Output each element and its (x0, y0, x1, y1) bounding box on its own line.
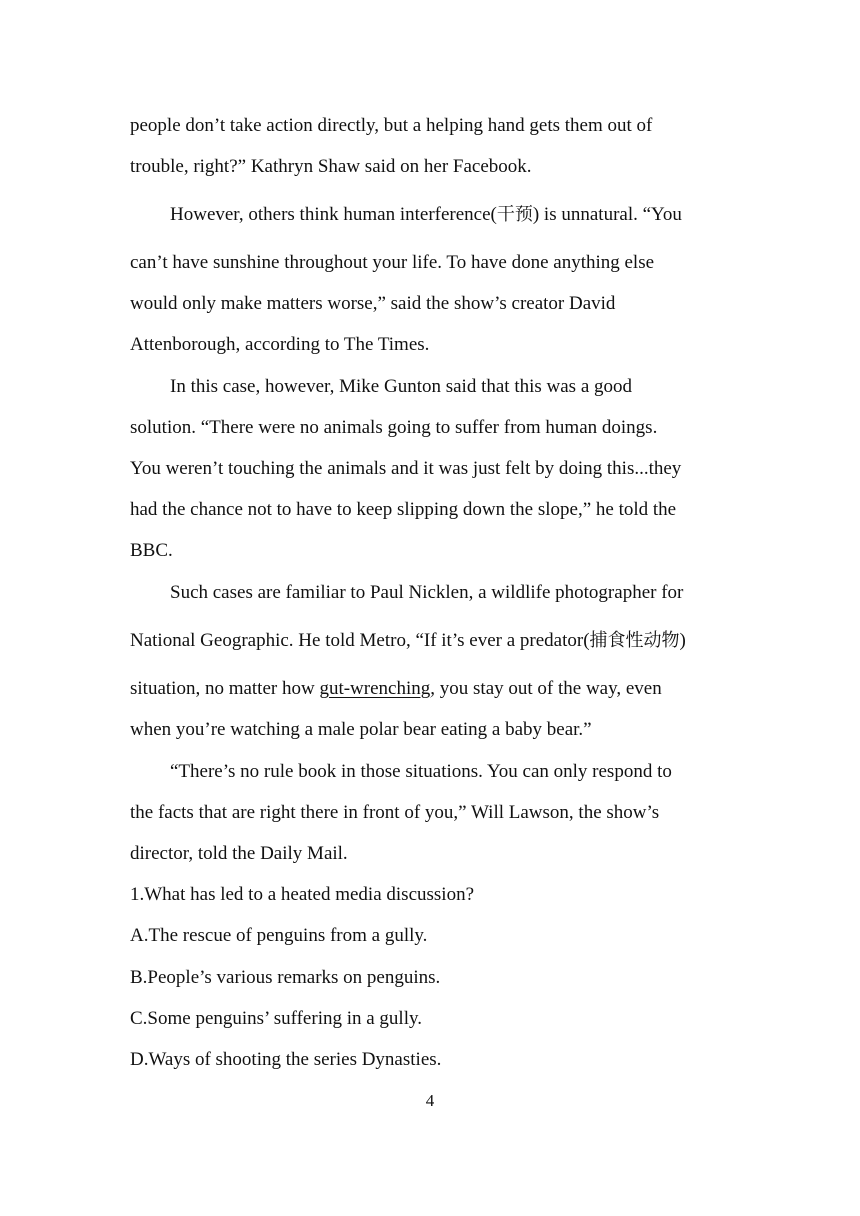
text-run: trouble, right?” Kathryn Shaw said on her Facebook. (130, 156, 532, 177)
text-run: situation, no matter how (130, 678, 320, 699)
answer-option-b: B.People’s various remarks on penguins. (130, 967, 441, 988)
text-run: solution. “There were no animals going to suffer from human doings. (130, 417, 658, 438)
text-line (130, 539, 173, 563)
underlined-word: gut-wrenching (319, 678, 431, 699)
text-run: would only make matters worse,” said the show’s creator David (130, 293, 616, 314)
text-run: people don’t take action directly, but a helping hand gets them out of (130, 115, 653, 136)
question-stem: 1.What has led to a heated media discussion? (130, 884, 475, 905)
text-run: can’t have sunshine throughout your life. To have done anything else (130, 252, 655, 273)
text-run: Attenborough, according to The Times. (130, 334, 430, 355)
text-run: , you stay out of the way, even (430, 678, 662, 699)
text-line (130, 416, 657, 440)
text-run: Such cases are familiar to Paul Nicklen, a wildlife photographer for (170, 582, 684, 603)
text-run: director, told the Daily Mail. (130, 843, 348, 864)
text-run: You weren’t touching the animals and it was just felt by doing this...they (130, 458, 682, 479)
text-run: the facts that are right there in front of you,” Will Lawson, the show’s (130, 802, 660, 823)
page-number: 4 (425, 1091, 435, 1110)
text-line (170, 203, 682, 227)
text-line (130, 292, 615, 316)
text-run: ) (679, 630, 686, 651)
text-run: BBC. (130, 540, 173, 561)
text-run: had the chance not to have to keep slipping down the slope,” he told the (130, 499, 677, 520)
text-line (130, 333, 429, 357)
text-line (130, 677, 662, 701)
text-run: National Geographic. He told Metro, “If it’s ever a predator( (130, 630, 590, 651)
answer-option-c: C.Some penguins’ suffering in a gully. (130, 1008, 423, 1029)
answer-option-a: A.The rescue of penguins from a gully. (130, 925, 428, 946)
text-run: In this case, however, Mike Gunton said that this was a good (170, 376, 633, 397)
text-run: ) is unnatural. “You (532, 204, 682, 225)
text-line (130, 718, 592, 742)
answer-option-d: D.Ways of shooting the series Dynasties. (130, 1049, 442, 1070)
chinese-gloss: 捕食性动物 (589, 630, 680, 651)
text-line (170, 375, 632, 399)
text-run: when you’re watching a male polar bear eating a baby bear.” (130, 719, 592, 740)
text-run: However, others think human interference( (170, 204, 497, 225)
text-line (170, 581, 683, 605)
text-line (130, 842, 348, 866)
text-line (130, 801, 659, 825)
text-line (130, 251, 654, 275)
text-line (130, 155, 532, 179)
text-line (130, 457, 681, 481)
chinese-gloss: 干预 (496, 204, 533, 225)
text-line (130, 498, 676, 522)
text-run: “There’s no rule book in those situations. You can only respond to (170, 761, 672, 782)
text-line (130, 629, 686, 653)
text-line (130, 114, 652, 138)
text-line (170, 760, 672, 784)
